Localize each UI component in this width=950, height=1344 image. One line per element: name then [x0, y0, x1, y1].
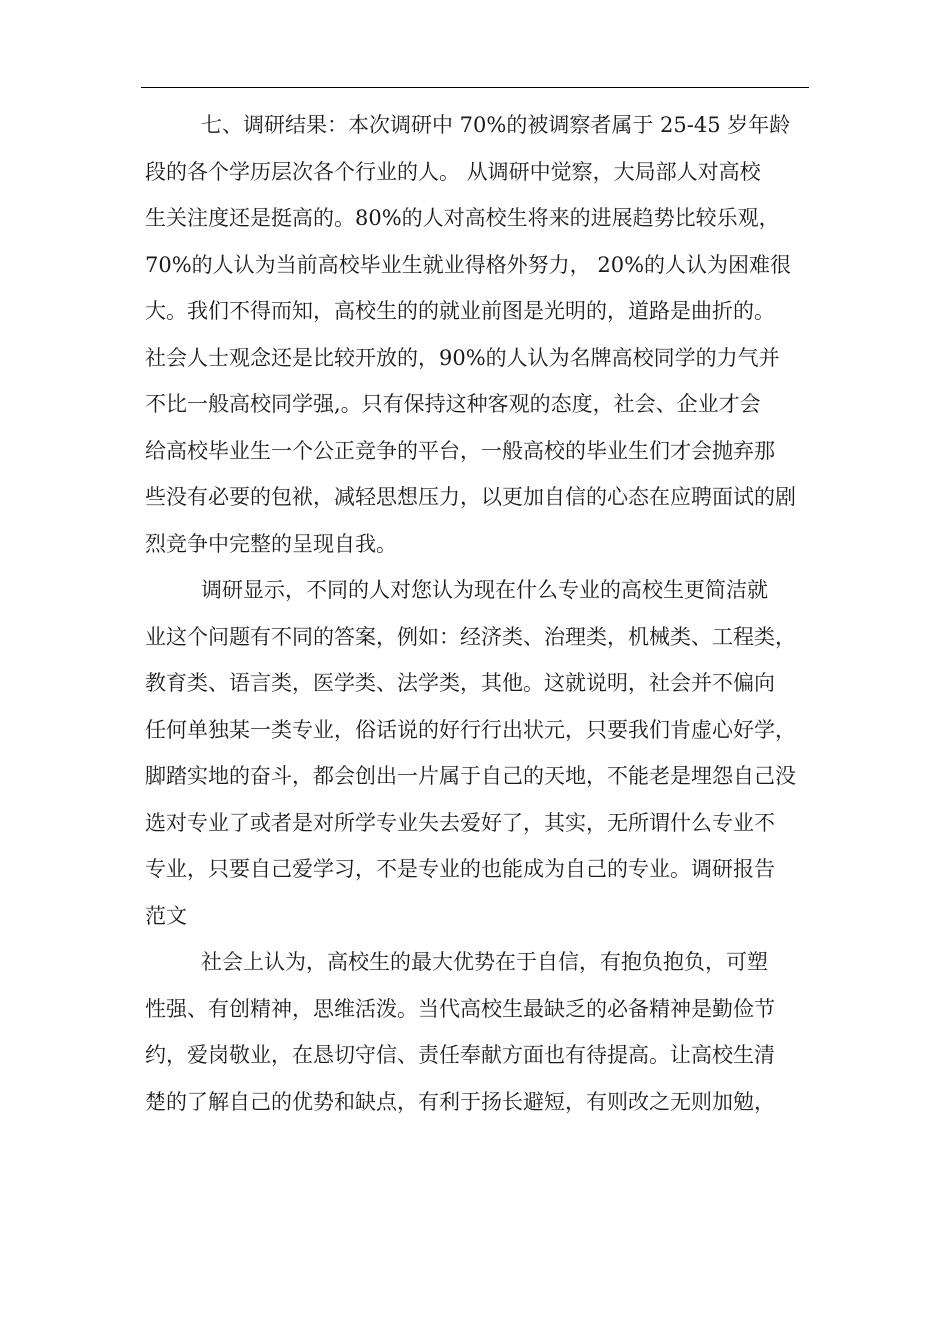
text-line: 些没有必要的包袱，减轻思想压力，以更加自信的心态在应聘面试的剧 — [145, 485, 796, 509]
text-line: 约，爱岗敬业，在恳切守信、责任奉献方面也有待提高。让高校生清 — [145, 1043, 775, 1067]
text-line: 专业，只要自己爱学习，不是专业的也能成为自己的专业。调研报告 — [145, 857, 775, 881]
text-line: 七、调研结果：本次调研中 70%的被调察者属于 25-45 岁年龄 — [201, 113, 791, 137]
text-line: 任何单独某一类专业，俗话说的好行行出状元，只要我们肯虚心好学， — [145, 717, 796, 742]
text-line: 社会人士观念还是比较开放的，90%的人认为名牌高校同学的力气并 — [145, 345, 780, 370]
text-line: 调研显示，不同的人对您认为现在什么专业的高校生更简洁就 — [201, 578, 768, 602]
header-rule — [141, 87, 809, 88]
text-line: 性强、有创精神，思维活泼。当代高校生最缺乏的必备精神是勤俭节 — [145, 996, 775, 1021]
text-line: 生关注度还是挺高的。80%的人对高校生将来的进展趋势比较乐观， — [145, 206, 780, 230]
text-line: 教育类、语言类，医学类、法学类，其他。这就说明，社会并不偏向 — [145, 671, 775, 695]
text-line: 大。我们不得而知，高校生的的就业前图是光明的，道路是曲折的。 — [145, 299, 775, 323]
text-line: 业这个问题有不同的答案，例如：经济类、治理类，机械类、工程类， — [145, 624, 796, 649]
text-line: 楚的了解自己的优势和缺点，有利于扬长避短，有则改之无则加勉， — [145, 1089, 775, 1114]
text-line: 给高校毕业生一个公正竞争的平台，一般高校的毕业生们才会抛弃那 — [145, 438, 775, 463]
text-line: 烈竞争中完整的呈现自我。 — [145, 531, 397, 556]
paragraph-society-views — [145, 939, 813, 1125]
text-line: 范文 — [145, 903, 187, 928]
text-line: 70%的人认为当前高校毕业生就业得格外努力， 20%的人认为困难很 — [145, 252, 792, 277]
text-line: 选对专业了或者是对所学专业失去爱好了，其实，无所谓什么专业不 — [145, 810, 775, 835]
body-text — [145, 102, 813, 1125]
paragraph-major-survey — [145, 567, 813, 939]
text-line: 脚踏实地的奋斗，都会创出一片属于自己的天地，不能老是埋怨自己没 — [145, 764, 796, 788]
text-line: 不比一般高校同学强,。只有保持这种客观的态度，社会、企业才会 — [145, 392, 761, 416]
text-line: 社会上认为，高校生的最大优势在于自信，有抱负抱负，可塑 — [201, 950, 768, 974]
text-line: 段的各个学历层次各个行业的人。 从调研中觉察，大局部人对高校 — [145, 159, 761, 184]
paragraph-survey-results — [145, 102, 813, 567]
